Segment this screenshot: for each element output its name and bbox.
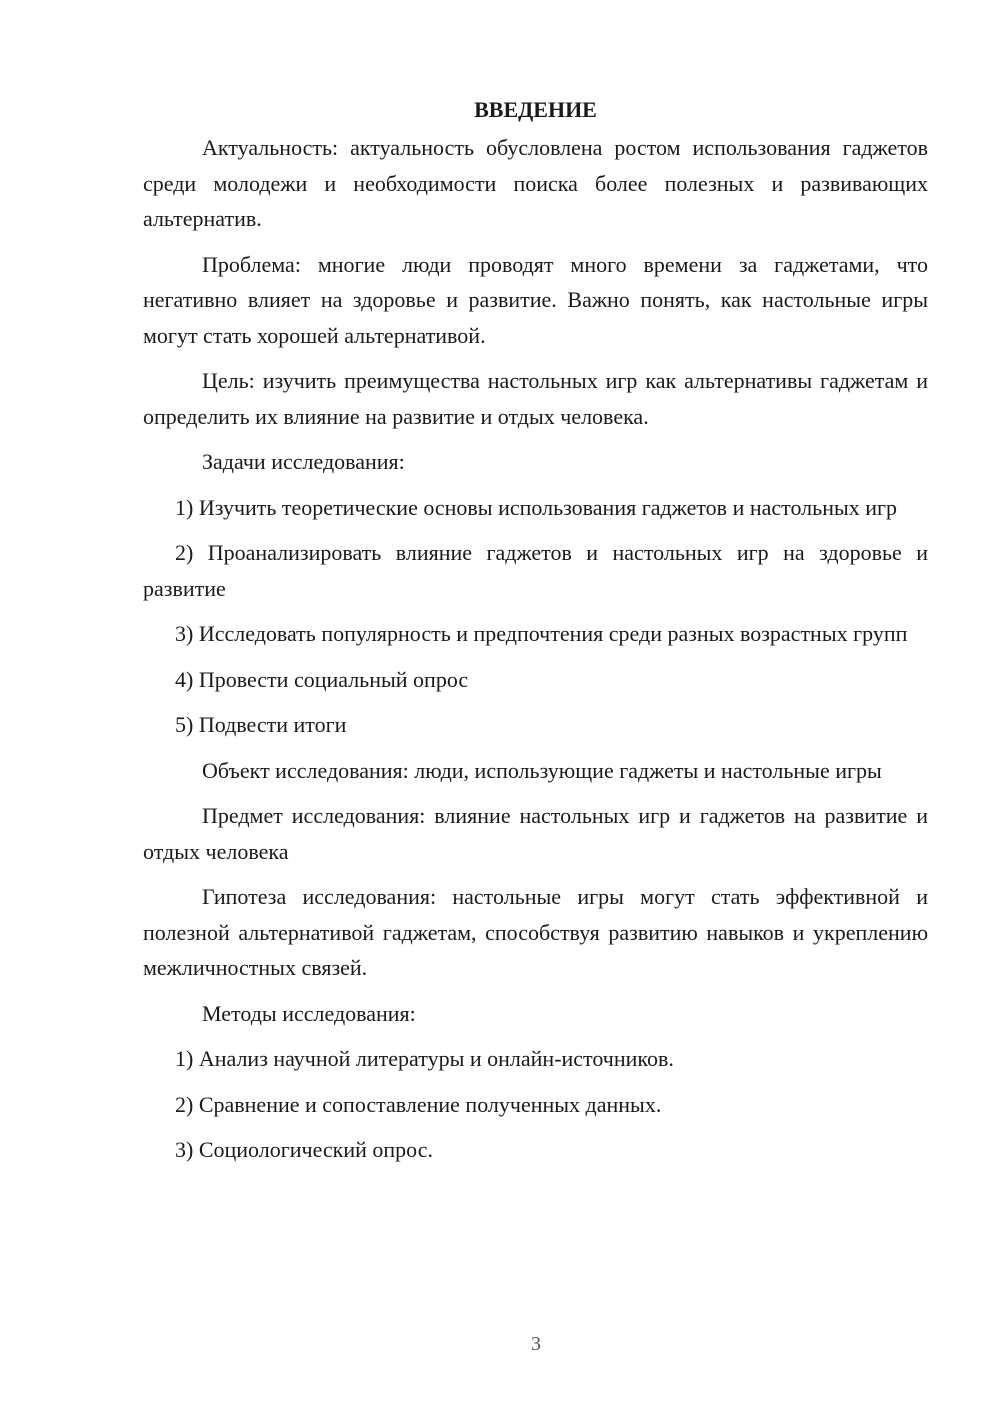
list-item-method-1: 1) Анализ научной литературы и онлайн-источников. xyxy=(175,1046,674,1071)
paragraph-object: Объект исследования: люди, использующие гаджеты и настольные игры xyxy=(202,757,882,783)
paragraph-goal: Цель: изучить преимущества настольных игр как альтернативы гаджетам и определить их влияние на развитие и отдых человека. xyxy=(143,368,928,429)
page-title: ВВЕДЕНИЕ xyxy=(474,97,597,122)
list-item-task-5: 5) Подвести итоги xyxy=(175,712,347,737)
list-item-method-3: 3) Социологический опрос. xyxy=(175,1137,433,1162)
document-page xyxy=(143,92,928,1178)
paragraph-tasks-heading: Задачи исследования: xyxy=(202,449,405,474)
list-item-task-2: 2) Проанализировать влияние гаджетов и настольных игр на здоровье и развитие xyxy=(143,540,928,601)
paragraph-subject: Предмет исследования: влияние настольных игр и гаджетов на развитие и отдых человека xyxy=(143,803,928,864)
page-number: 3 xyxy=(531,1333,541,1355)
list-item-method-2: 2) Сравнение и сопоставление полученных данных. xyxy=(175,1091,662,1117)
paragraph-hypothesis: Гипотеза исследования: настольные игры могут стать эффективной и полезной альтернативой гаджетам, способствуя развитию навыков и укреплению межличностных связей. xyxy=(143,884,928,980)
list-item-task-3: 3) Исследовать популярность и предпочтения среди разных возрастных групп xyxy=(175,621,908,646)
paragraph-methods-heading: Методы исследования: xyxy=(202,1000,416,1026)
list-item-task-4: 4) Провести социальный опрос xyxy=(175,666,469,692)
list-item-task-1: 1) Изучить теоретические основы использования гаджетов и настольных игр xyxy=(175,494,898,520)
paragraph-relevance: Актуальность: актуальность обусловлена ростом использования гаджетов среди молодежи и необходимости поиска более полезных и развивающих альтернатив. xyxy=(143,135,928,231)
paragraph-problem: Проблема: многие люди проводят много времени за гаджетами, что негативно влияет на здоровье и развитие. Важно понять, как настольные игры могут стать хорошей альтернативой. xyxy=(143,251,928,348)
